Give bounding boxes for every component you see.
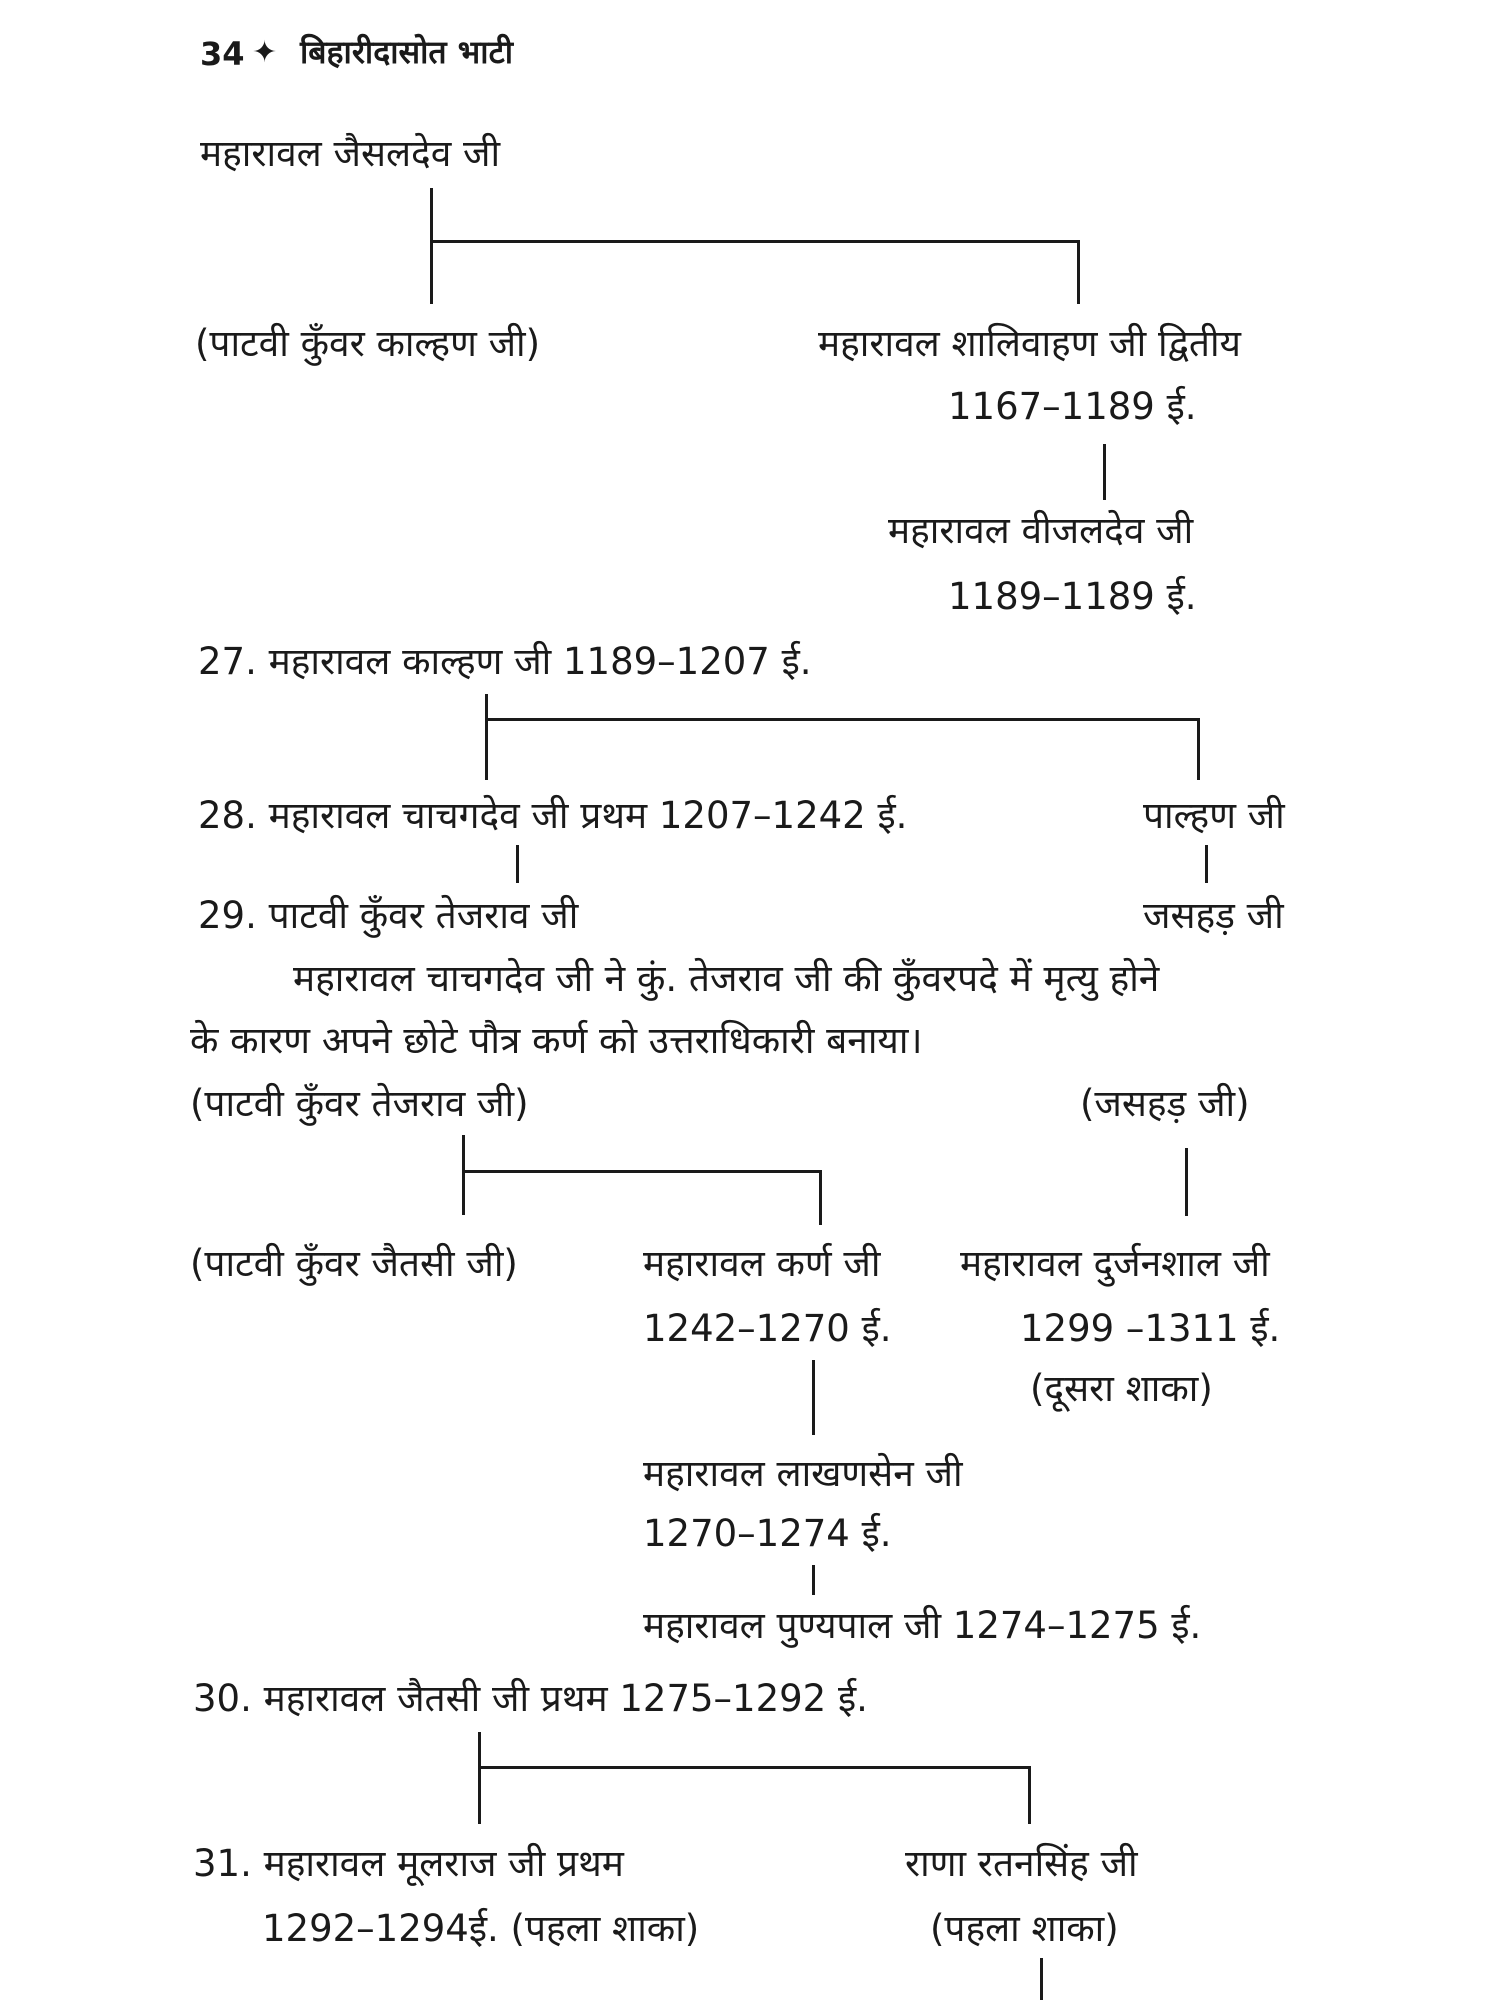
shalivahan-name: महारावल शालिवाहण जी द्वितीय	[818, 322, 1242, 365]
connector-line	[1028, 1766, 1031, 1824]
connector-line	[485, 694, 488, 780]
lakhansen-years: 1270–1274 ई.	[643, 1512, 892, 1555]
karn-name: महारावल कर्ण जी	[643, 1242, 881, 1285]
connector-line	[1205, 845, 1208, 883]
connector-line	[478, 1766, 1031, 1769]
punyapal-name: महारावल पुण्यपाल जी 1274–1275 ई.	[643, 1604, 1202, 1647]
connector-line	[1040, 1958, 1043, 2000]
star-icon: ✦	[252, 35, 278, 70]
doosra-shaka: (दूसरा शाका)	[1030, 1367, 1213, 1410]
lakhansen-name: महारावल लाखणसेन जी	[643, 1452, 963, 1495]
connector-line	[516, 845, 519, 883]
connector-line	[462, 1135, 465, 1215]
note-line-1: महारावल चाचगदेव जी ने कुं. तेजराव जी की कुँवरपदे में मृत्यु होने	[293, 957, 1160, 1000]
connector-line	[1197, 718, 1200, 780]
page-number: 34	[200, 35, 245, 73]
connector-line	[812, 1565, 815, 1595]
connector-line	[1103, 444, 1106, 500]
connector-line	[819, 1170, 822, 1225]
pahla-shaka: (पहला शाका)	[930, 1907, 1119, 1950]
jashad-parenthesized: (जसहड़ जी)	[1080, 1082, 1250, 1125]
generation-31: 31. महारावल मूलराज जी प्रथम	[193, 1842, 624, 1885]
connector-line	[485, 718, 1200, 721]
note-line-2: के कारण अपने छोटे पौत्र कर्ण को उत्तराधिकारी बनाया।	[190, 1019, 923, 1062]
veejaldev-years: 1189–1189 ई.	[948, 575, 1197, 618]
jaitsi-kunwar: (पाटवी कुँवर जैतसी जी)	[190, 1242, 518, 1285]
connector-line	[430, 188, 433, 304]
palhan-name: पाल्हण जी	[1143, 794, 1285, 837]
ratansingh-name: राणा रतनसिंह जी	[905, 1842, 1138, 1885]
durjanshal-years: 1299 –1311 ई.	[1020, 1307, 1281, 1350]
generation-29: 29. पाटवी कुँवर तेजराव जी	[198, 894, 579, 937]
connector-line	[1185, 1148, 1188, 1216]
connector-line	[1077, 240, 1080, 304]
jaisaldev-name: महारावल जैसलदेव जी	[200, 132, 501, 175]
kalhan-kunwar: (पाटवी कुँवर काल्हण जी)	[195, 322, 541, 365]
generation-30: 30. महारावल जैतसी जी प्रथम 1275–1292 ई.	[193, 1677, 868, 1720]
durjanshal-name: महारावल दुर्जनशाल जी	[960, 1242, 1270, 1285]
jashad-name: जसहड़ जी	[1143, 894, 1284, 937]
connector-line	[430, 240, 1080, 243]
generation-28: 28. महारावल चाचगदेव जी प्रथम 1207–1242 ई.	[198, 794, 908, 837]
connector-line	[478, 1732, 481, 1824]
connector-line	[462, 1170, 822, 1173]
tejrao-kunwar: (पाटवी कुँवर तेजराव जी)	[190, 1082, 529, 1125]
book-title: बिहारीदासोत भाटी	[300, 33, 513, 71]
generation-27: 27. महारावल काल्हण जी 1189–1207 ई.	[198, 640, 812, 683]
shalivahan-years: 1167–1189 ई.	[948, 385, 1197, 428]
karn-years: 1242–1270 ई.	[643, 1307, 892, 1350]
connector-line	[812, 1360, 815, 1435]
veejaldev-name: महारावल वीजलदेव जी	[888, 509, 1194, 552]
mulraj-years: 1292–1294ई. (पहला शाका)	[262, 1907, 700, 1950]
